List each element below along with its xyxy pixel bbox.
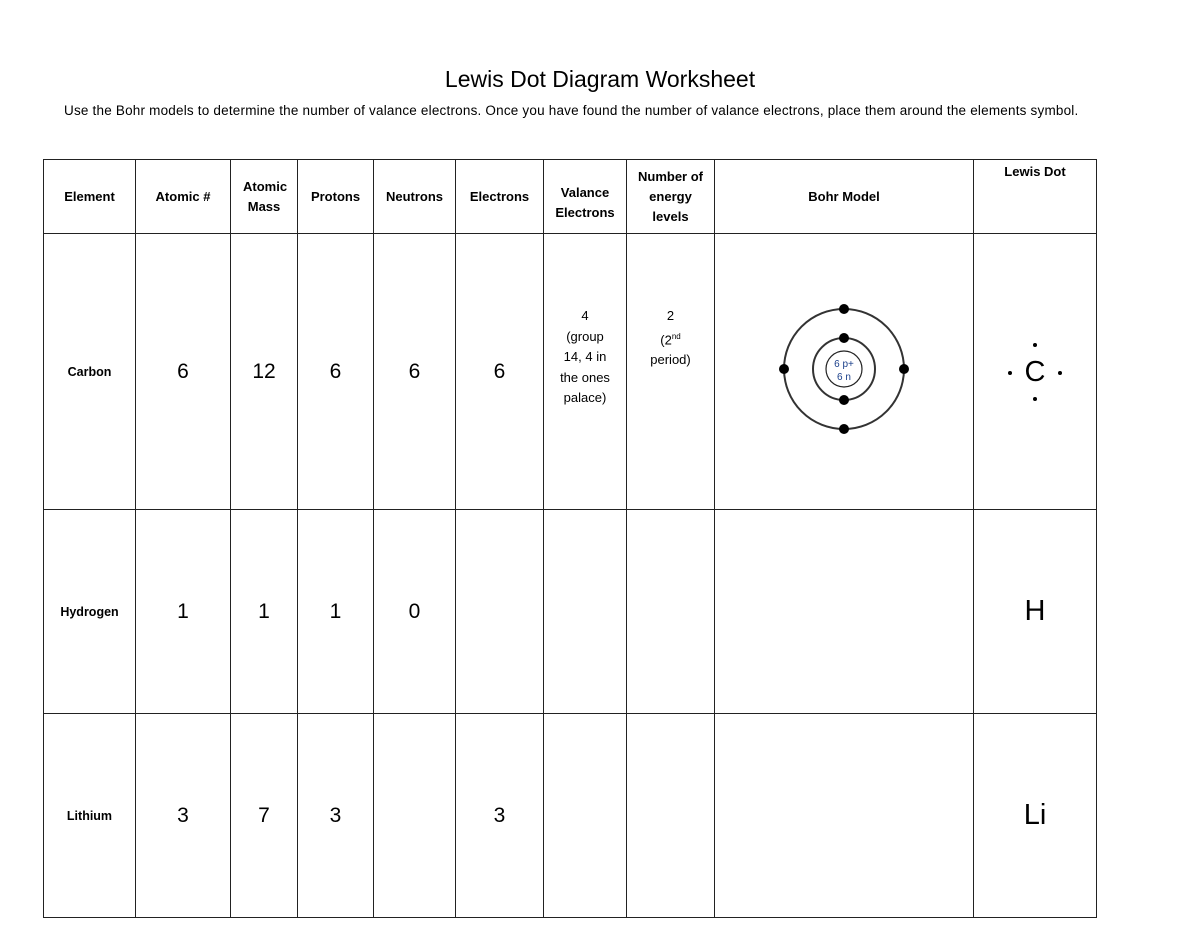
header-bohr-model: Bohr Model bbox=[715, 160, 974, 234]
header-row bbox=[44, 160, 1097, 234]
cell-atomic-number: 6 bbox=[136, 234, 231, 510]
valence-text: the ones bbox=[560, 369, 610, 385]
valence-dot bbox=[1008, 371, 1012, 375]
levels-text: (2 bbox=[660, 331, 672, 347]
cell-protons: 6 bbox=[298, 234, 374, 510]
header-atomic-mass: Atomic Mass bbox=[231, 160, 298, 234]
levels-superscript: nd bbox=[671, 331, 681, 341]
cell-element: Lithium bbox=[44, 714, 136, 918]
header-valence-electrons: Valance Electrons bbox=[544, 160, 627, 234]
cell-protons: 3 bbox=[298, 714, 374, 918]
cell-atomic-number: 3 bbox=[136, 714, 231, 918]
valence-text: 14, 4 in bbox=[563, 349, 607, 364]
cell-energy-levels[interactable] bbox=[627, 714, 715, 918]
cell-neutrons[interactable] bbox=[374, 714, 456, 918]
electron bbox=[839, 395, 849, 405]
cell-valence-electrons bbox=[544, 234, 627, 510]
cell-electrons: 6 bbox=[456, 234, 544, 510]
levels-text: 2 bbox=[666, 308, 675, 323]
cell-valence-electrons[interactable] bbox=[544, 714, 627, 918]
electron bbox=[839, 424, 849, 434]
cell-neutrons: 0 bbox=[374, 510, 456, 714]
cell-lewis-dot: H bbox=[974, 510, 1097, 714]
electron bbox=[839, 304, 849, 314]
cell-atomic-number: 1 bbox=[136, 510, 231, 714]
cell-valence-electrons[interactable] bbox=[544, 510, 627, 714]
cell-atomic-mass: 7 bbox=[231, 714, 298, 918]
nucleus-neutrons: 6 n bbox=[837, 372, 851, 383]
cell-energy-levels bbox=[627, 234, 715, 510]
valence-dot bbox=[1033, 397, 1037, 401]
valence-text: palace) bbox=[563, 390, 607, 405]
element-symbol: C bbox=[1024, 355, 1046, 388]
table-row-lithium bbox=[44, 714, 1097, 918]
electron bbox=[779, 364, 789, 374]
levels-text bbox=[627, 327, 714, 351]
header-protons: Protons bbox=[298, 160, 374, 234]
page-title: Lewis Dot Diagram Worksheet bbox=[444, 66, 756, 92]
bohr-model-diagram bbox=[774, 299, 914, 439]
valence-text: 4 bbox=[581, 308, 589, 323]
header-neutrons: Neutrons bbox=[374, 160, 456, 234]
cell-energy-levels[interactable] bbox=[627, 510, 715, 714]
header-energy-levels: Number of energy levels bbox=[627, 160, 715, 234]
cell-atomic-mass: 1 bbox=[231, 510, 298, 714]
cell-lewis-dot: Li bbox=[974, 714, 1097, 918]
cell-electrons: 3 bbox=[456, 714, 544, 918]
cell-bohr-model[interactable] bbox=[715, 714, 974, 918]
valence-dot bbox=[1033, 343, 1037, 347]
cell-protons: 1 bbox=[298, 510, 374, 714]
cell-atomic-mass: 12 bbox=[231, 234, 298, 510]
table-row-carbon bbox=[44, 234, 1097, 510]
lewis-dot-carbon bbox=[1010, 347, 1060, 397]
cell-element: Carbon bbox=[44, 234, 136, 510]
cell-bohr-model bbox=[715, 234, 974, 510]
levels-text: period) bbox=[650, 352, 691, 368]
electron bbox=[839, 333, 849, 343]
valence-dot bbox=[1058, 371, 1062, 375]
cell-element: Hydrogen bbox=[44, 510, 136, 714]
worksheet-table bbox=[43, 159, 1097, 918]
electron bbox=[899, 364, 909, 374]
instructions: Use the Bohr models to determine the number of valance electrons. Once you have found the number of valance electrons, place them around the elements symbol. bbox=[64, 103, 1079, 118]
cell-lewis-dot bbox=[974, 234, 1097, 510]
cell-bohr-model[interactable] bbox=[715, 510, 974, 714]
header-lewis-dot: Lewis Dot bbox=[974, 160, 1097, 234]
cell-neutrons: 6 bbox=[374, 234, 456, 510]
header-electrons: Electrons bbox=[456, 160, 544, 234]
header-element: Element bbox=[44, 160, 136, 234]
cell-electrons[interactable] bbox=[456, 510, 544, 714]
valence-text: (group bbox=[566, 328, 604, 344]
table-row-hydrogen bbox=[44, 510, 1097, 714]
header-atomic-number: Atomic # bbox=[136, 160, 231, 234]
nucleus-protons: 6 p+ bbox=[834, 359, 854, 370]
